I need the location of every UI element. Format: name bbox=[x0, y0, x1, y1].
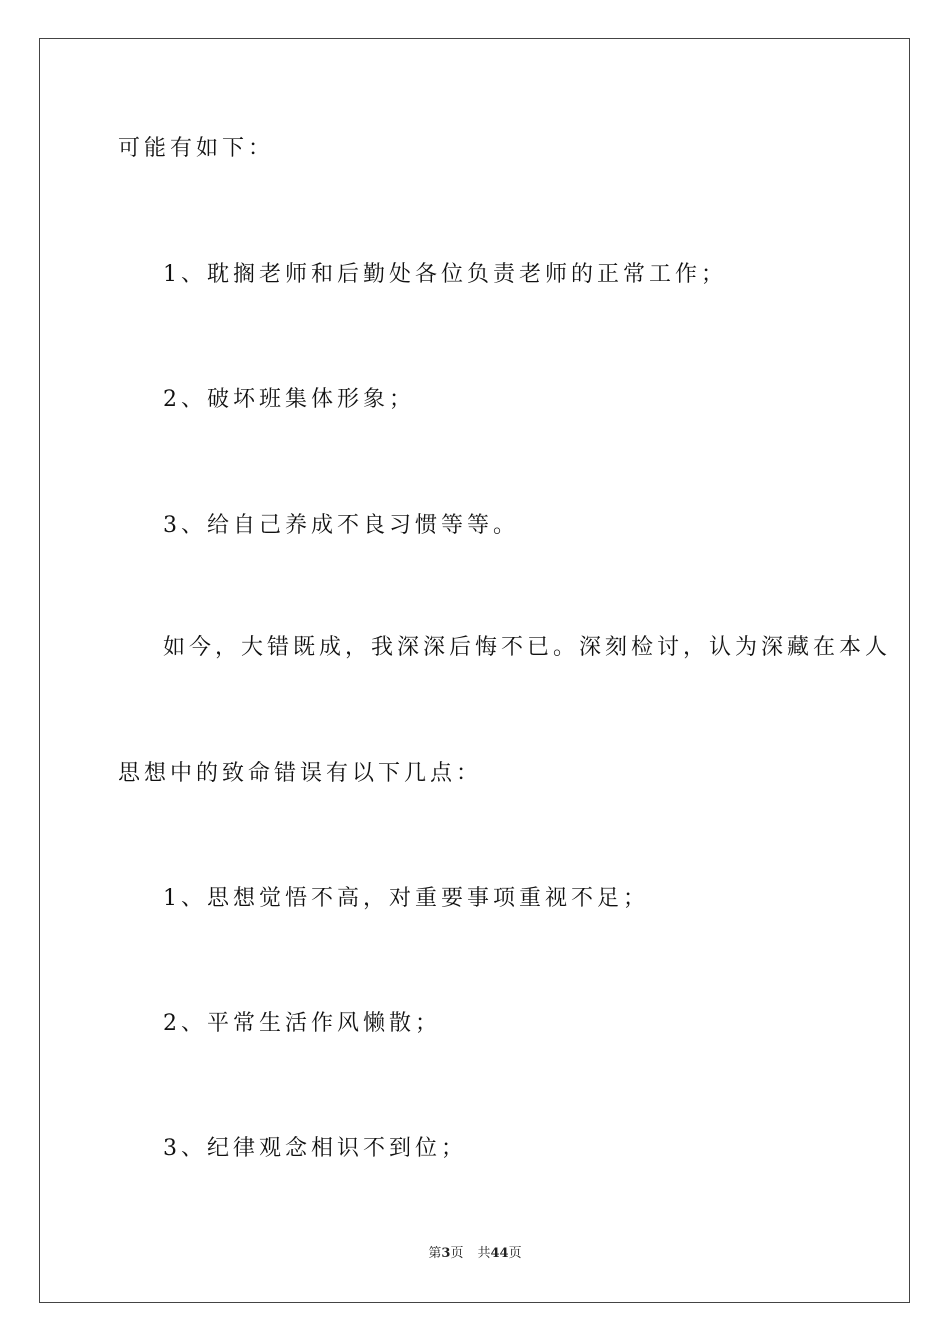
list-item: 2、破坏班集体形象； bbox=[163, 387, 415, 412]
list-item: 1、思想觉悟不高，对重要事项重视不足； bbox=[163, 886, 649, 911]
list-item: 2、平常生活作风懒散； bbox=[163, 1011, 441, 1036]
paragraph-body: 如今，大错既成，我深深后悔不已。深刻检讨，认为深藏在本人 bbox=[163, 635, 892, 660]
footer-page-suffix: 页 bbox=[450, 1246, 464, 1261]
list-item: 3、给自己养成不良习惯等等。 bbox=[163, 513, 519, 538]
footer-total-prefix: 共 bbox=[477, 1246, 491, 1261]
footer-total-pages: 44 bbox=[490, 1246, 509, 1261]
footer-total-suffix: 页 bbox=[508, 1246, 522, 1261]
page-frame bbox=[39, 38, 910, 1303]
paragraph-body-continued: 思想中的致命错误有以下几点： bbox=[118, 761, 483, 786]
list-item: 3、纪律观念相识不到位； bbox=[163, 1136, 467, 1161]
footer-page-number: 3 bbox=[441, 1246, 451, 1261]
paragraph-intro: 可能有如下： bbox=[118, 136, 275, 161]
page-footer bbox=[0, 1245, 950, 1263]
footer-page-prefix: 第 bbox=[428, 1246, 442, 1261]
list-item: 1、耽搁老师和后勤处各位负责老师的正常工作； bbox=[163, 262, 727, 287]
